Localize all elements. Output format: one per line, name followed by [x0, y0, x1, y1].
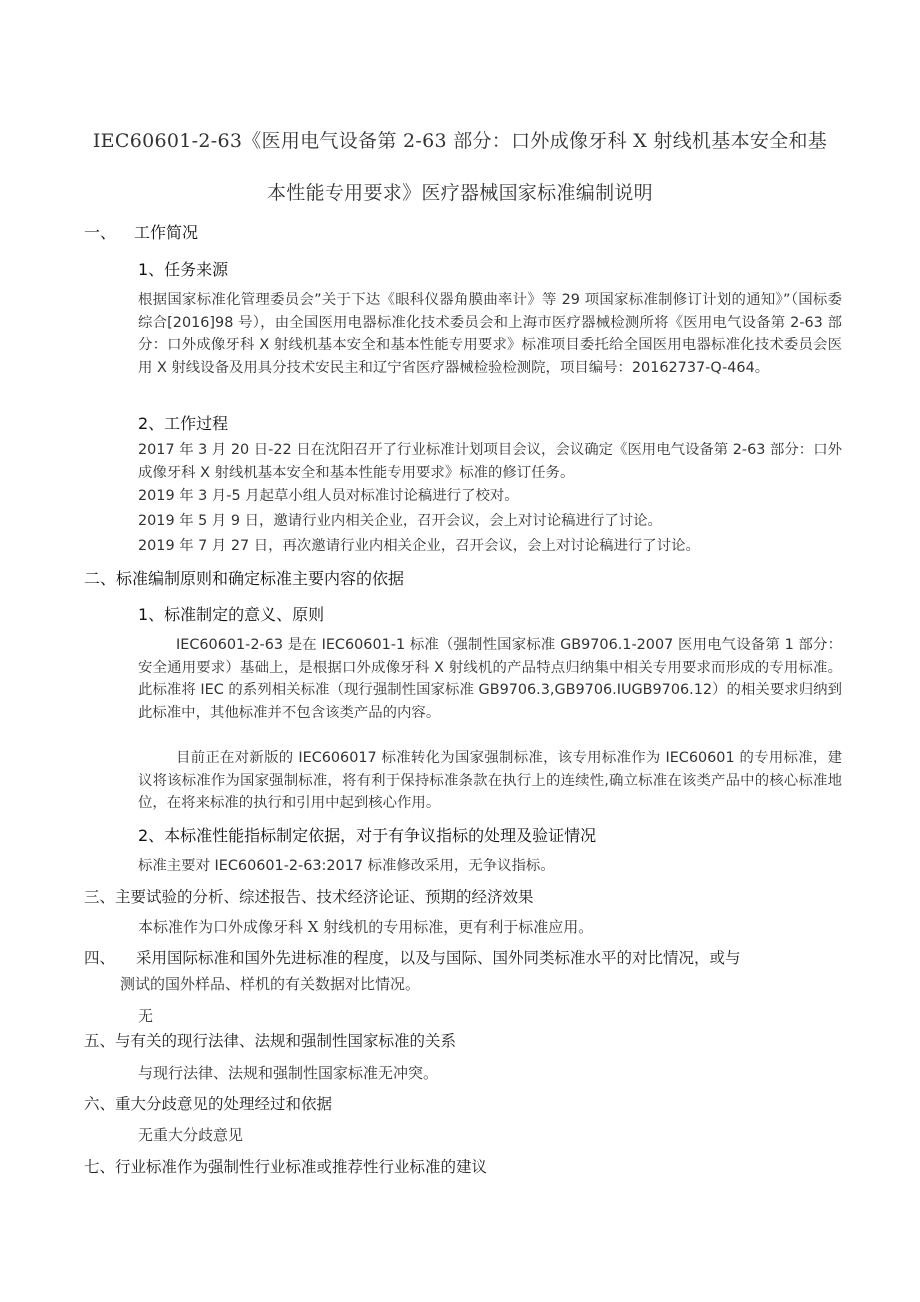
section-2-2-heading: 2、本标准性能指标制定依据，对于有争议指标的处理及验证情况 [138, 826, 597, 845]
section-1-heading [84, 220, 198, 243]
section-1-2-heading: 2、工作过程 [138, 414, 229, 433]
section-5-text: 与现行法律、法规和强制性国家标准无冲突。 [138, 1064, 439, 1082]
section-4-heading-line-2: 测试的国外样品、样机的有关数据对比情况。 [120, 975, 421, 993]
section-4-text: 无 [138, 1007, 154, 1025]
section-1-title: 工作简况 [134, 223, 199, 242]
section-2-heading: 二、标准编制原则和确定标准主要内容的依据 [84, 569, 405, 588]
section-1-1-text: 根据国家标准化管理委员会”关于下达《眼科仪器角膜曲率计》等 29 项国家标准制修订计划的通知》”（国标委综合[2016]98 号），由全国医用电器标准化技术委员会和上海市医疗器械检测所将《医用电气设备第 2-63 部分：口外成像牙科 X 射线机基本安全和基本性能专用要求》标准项目委托给全国医用电器标准化技术委员会医用 X 射线设备及用具分技术安民主和辽宁省医疗器械检验检测院，项目编号：20162737-Q-464。 [138, 292, 842, 376]
section-5-heading: 五、与有关的现行法律、法规和强制性国家标准的关系 [84, 1032, 457, 1050]
section-1-1-heading: 1、任务来源 [138, 260, 229, 279]
work-process-item-4: 2019 年 7 月 27 日，再次邀请行业内相关企业，召开会议，会上对讨论稿进行了讨论。 [138, 538, 700, 554]
document-title-line-2: 本性能专用要求》医疗器械国家标准编制说明 [266, 182, 653, 204]
work-process-item-3: 2019 年 5 月 9 日，邀请行业内相关企业，召开会议，会上对讨论稿进行了讨论。 [138, 513, 662, 529]
section-2-1-paragraph-2: 目前正在对新版的 IEC606017 标准转化为国家强制标准，该专用标准作为 IEC60601 的专用标准，建议将该标准作为国家强制标准，将有利于保持标准条款在执行上的连续性,确立标准在该类产品中的核心标准地位，在将来标准的执行和引用中起到核心作用。 [138, 750, 842, 811]
section-4-heading [84, 946, 741, 968]
section-7-heading: 七、行业标准作为强制性行业标准或推荐性行业标准的建议 [84, 1158, 488, 1176]
work-process-item-2: 2019 年 3 月-5 月起草小组人员对标准讨论稿进行了校对。 [138, 488, 519, 504]
work-process-item-1: 2017 年 3 月 20 日-22 日在沈阳召开了行业标准计划项目会议，会议确定《医用电气设备第 2-63 部分：口外成像牙科 X 射线机基本安全和基本性能专用要求》标准的修订任务。 [138, 442, 842, 481]
section-4-heading-line-1: 采用国际标准和国外先进标准的程度，以及与国际、国外同类标准水平的对比情况，或与 [136, 949, 741, 967]
section-1-number: 一、 [84, 223, 117, 242]
section-3-heading: 三、主要试验的分析、综述报告、技术经济论证、预期的经济效果 [84, 888, 534, 906]
section-2-1-heading: 1、标准制定的意义、原则 [138, 605, 325, 624]
section-3-text: 本标准作为口外成像牙科 X 射线机的专用标准，更有利于标准应用。 [138, 918, 594, 936]
section-2-2-text: 标准主要对 IEC60601-2-63:2017 标准修改采用，无争议指标。 [138, 858, 555, 874]
section-4-number: 四、 [84, 949, 116, 967]
section-6-text: 无重大分歧意见 [138, 1126, 244, 1144]
section-2-1-paragraph-1: IEC60601-2-63 是在 IEC60601-1 标准（强制性国家标准 GB9706.1-2007 医用电气设备第 1 部分：安全通用要求）基础上，是根据口外成像牙科 X 射线机的产品特点归纳集中相关专用要求而形成的专用标准。此标准将 IEC 的系列相关标准（现行强制性国家标准 GB9706.3,GB9706.IUGB9706.12）的相关要求归纳到此标准中，其他标准并不包含该类产品的内容。 [138, 637, 842, 721]
section-6-heading: 六、重大分歧意见的处理经过和依据 [84, 1095, 333, 1113]
document-title-line-1: IEC60601-2-63《医用电气设备第 2-63 部分：口外成像牙科 X 射线机基本安全和基 [92, 130, 828, 152]
